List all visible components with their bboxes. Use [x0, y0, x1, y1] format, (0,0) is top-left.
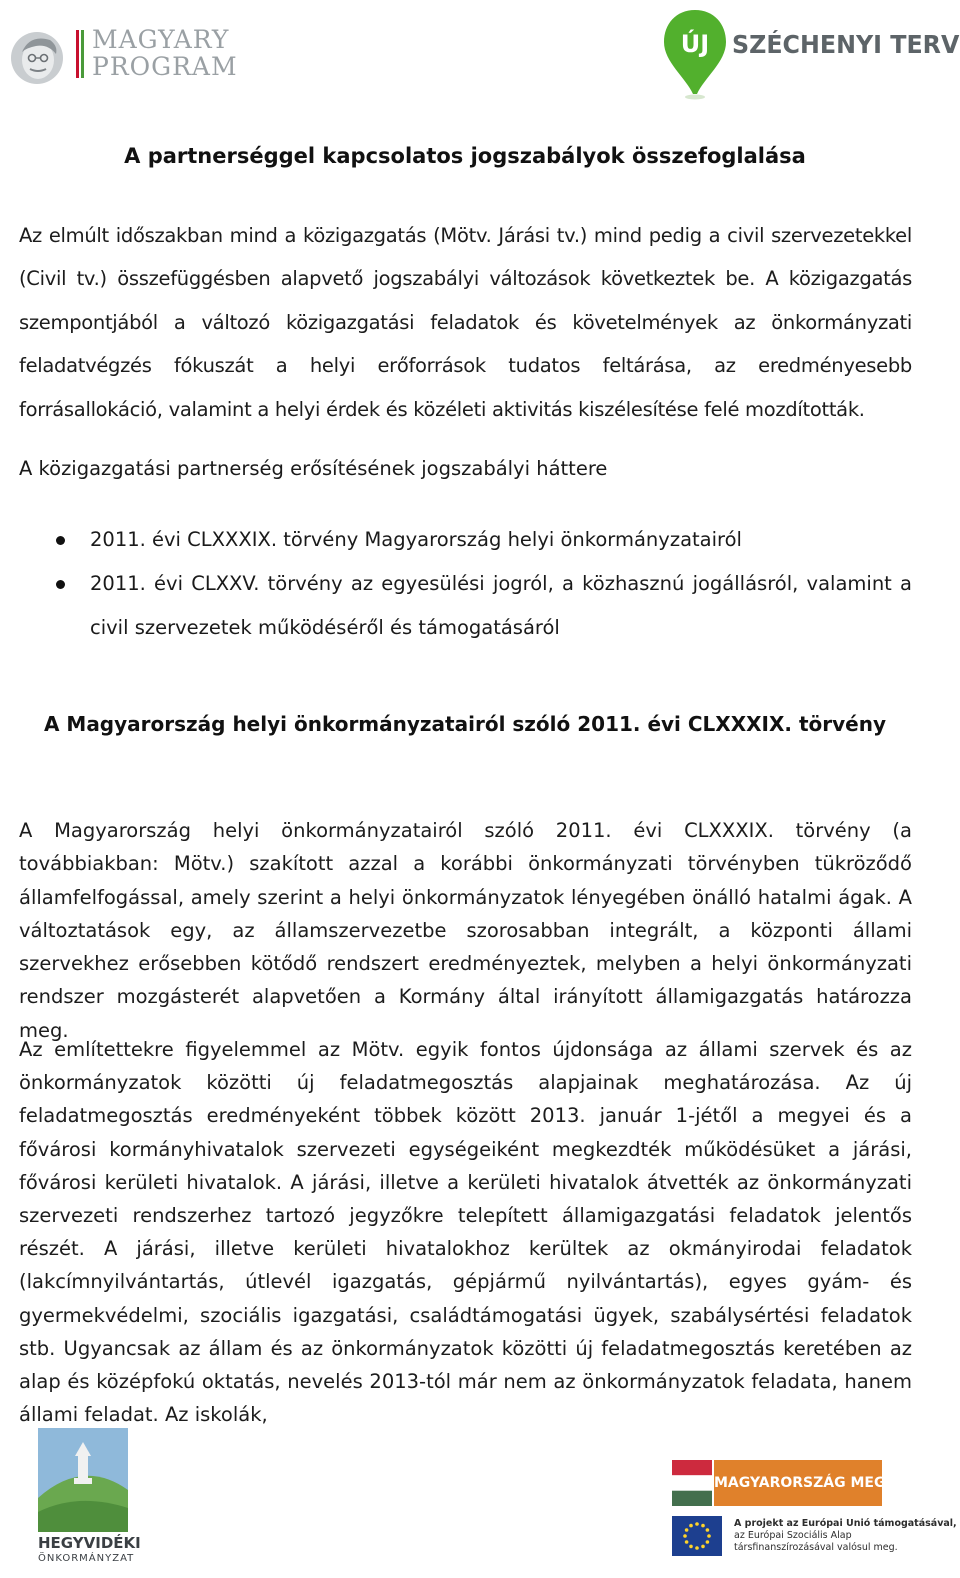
portrait-icon: [8, 28, 70, 88]
szechenyi-badge: ÚJ: [680, 30, 710, 58]
szechenyi-name: SZÉCHENYI TERV: [732, 30, 960, 59]
bullet-icon: [56, 536, 65, 545]
body-paragraph-1: A Magyarország helyi önkormányzatairól szóló 2011. évi CLXXXIX. törvény (a továbbiakban: Mötv.) szakított azzal a korábbi önkormányzati törvényben tükröződő államfelfogással, amely szerint a helyi önkormányzatok lényegében önálló hatalmi ágak. A változtatások egy, az államszervezetbe szorosabban integrált, a központi állami szervekhez erősebben kötődő rendszert eredményeztek, melyben a helyi önkormányzati rendszer mozgásterét alapvetően a Kormány által irányított államigazgatás határozza meg.: [19, 819, 912, 1042]
megujul-banner: MAGYARORSZÁG MEGÚJUL: [714, 1460, 882, 1506]
section-subheading: A közigazgatási partnerség erősítésének jogszabályi háttere: [19, 457, 608, 480]
magyarorszag-megujul-logo: [672, 1460, 923, 1506]
eu-line1: A projekt az Európai Unió támogatásával,: [734, 1518, 957, 1529]
intro-line: (Civil tv.) összefüggésben alapvető jogszabályi változások következtek be. A közigazgatás: [19, 267, 912, 291]
magyary-program-logo: [8, 25, 238, 86]
hegyvideki-onkormanyzat-logo: [38, 1428, 141, 1568]
map-pin-icon: [660, 8, 730, 100]
section-heading: A Magyarország helyi önkormányzatairól szóló 2011. évi CLXXXIX. törvény: [43, 712, 887, 736]
intro-line: forrásallokáció, valamint a helyi érdek és közéleti aktivitás kiszélesítése felé mozdították.: [19, 397, 865, 421]
hegyvideki-line2: ÖNKORMÁNYZAT: [38, 1553, 135, 1564]
intro-line: szempontjából a változó közigazgatási feladatok és követelmények az önkormányzati: [19, 310, 912, 334]
list-item: [0, 562, 930, 650]
hegyvideki-line1: HEGYVIDÉKI: [38, 1534, 141, 1552]
hungarian-flag-icon: [672, 1460, 712, 1506]
law-list: [0, 518, 930, 650]
magyary-line1: MAGYARY: [92, 25, 230, 54]
intro-line: feladatvégzés fókuszát a helyi erőforrások tudatos feltárása, az eredményesebb: [19, 354, 912, 378]
eu-funding-logo: [672, 1514, 957, 1562]
body-paragraph-2: Az említettekre figyelemmel az Mötv. egyik fontos újdonsága az állami szervek és az önkormányzatok közötti új feladatmegosztás alapjainak meghatározása. Az új feladatmegosztás eredményeként többek között 2013. január 1-jétől a megyei és a fővárosi kormányhivatalok szervezeti egységeiként megkezdték működésüket a járási, fővárosi kerületi hivatalok. A járási, illetve a kerületi hivatalok átvették az önkormányzati szervezeti rendszerhez tartozó jegyzőkre telepített államigazgatási feladatok jelentős részét. A járási, illetve kerületi hivatalokhoz kerültek az okmányirodai feladatok (lakcímnyilvántartás, útlevél igazgatás, gépjármű nyilvántartás), egyes gyám- és gyermekvédelmi, szociális igazgatási, családtámogatási ügyek, szabálysértési feladatok stb. Ugyancsak az állam és az önkormányzatok közötti új feladatmegosztás keretében az alap és középfokú oktatás, nevelés 2013-tól már nem az önkormányzatok feladata, hanem állami feladat. Az iskolák,: [19, 1038, 912, 1427]
hill-tower-icon: [38, 1428, 128, 1532]
list-item: [0, 518, 930, 562]
intro-line: Az elmúlt időszakban mind a közigazgatás (Mötv. Járási tv.) mind pedig a civil szervezetekkel: [19, 224, 912, 247]
eu-flag-icon: [672, 1516, 722, 1556]
bullet-icon: [56, 580, 65, 589]
uj-szechenyi-terv-logo: [660, 8, 960, 100]
eu-line2: az Európai Szociális Alap: [734, 1530, 852, 1541]
list-item-text: 2011. évi CLXXXIX. törvény Magyarország helyi önkormányzatairól: [90, 528, 742, 551]
flag-stripes: [76, 30, 84, 78]
magyary-line2: PROGRAM: [92, 52, 238, 81]
list-item-text: 2011. évi CLXXV. törvény az egyesülési jogról, a közhasznú jogállásról, valamint a civil szervezetek működéséről és támogatásáról: [90, 572, 912, 639]
eu-line3: társfinanszírozásával valósul meg.: [734, 1542, 898, 1553]
page-title: A partnerséggel kapcsolatos jogszabályok összefoglalása: [124, 144, 806, 168]
intro-paragraph: [19, 214, 912, 431]
